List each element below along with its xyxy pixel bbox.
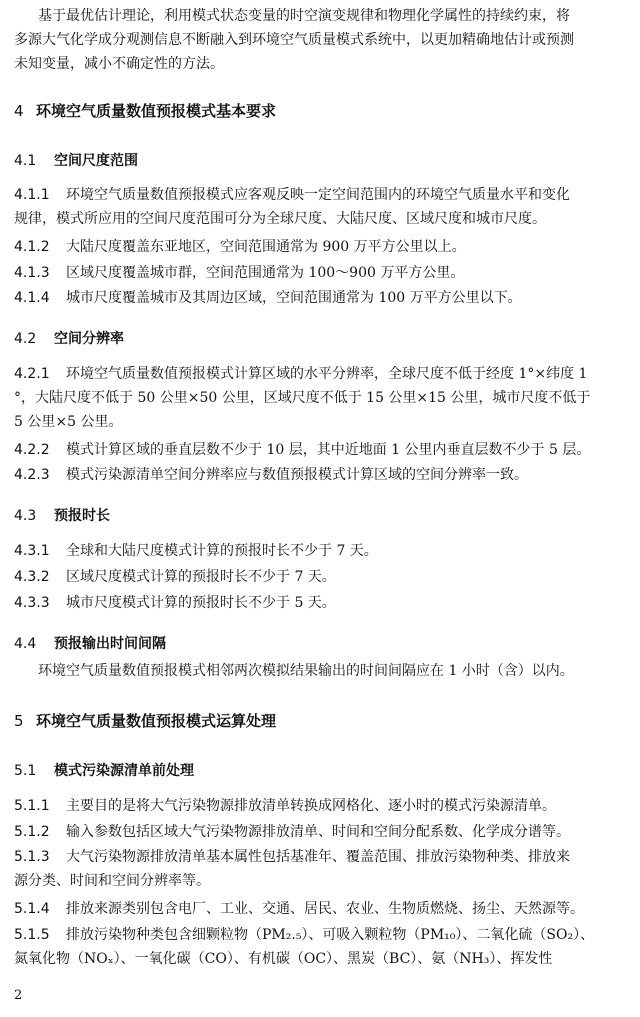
section-title: 空间尺度范围 — [54, 153, 138, 169]
clause-4-2-3 — [14, 463, 622, 487]
clause-4-1-1 — [14, 183, 622, 231]
clause-5-1-3 — [14, 845, 622, 893]
section-number: 5.1 — [14, 763, 37, 779]
clause-5-1-1 — [14, 794, 622, 818]
clause-4-3-1 — [14, 539, 622, 563]
clause-number: 5.1.3 — [14, 849, 50, 865]
section-4-1-heading — [14, 150, 138, 170]
clause-text: 模式计算区域的垂直层数不少于 10 层，其中近地面 1 公里内垂直层数不少于 5 层。 — [66, 442, 591, 458]
clause-text: 城市尺度覆盖城市及其周边区域，空间范围通常为 100 万平方公里以下。 — [66, 290, 522, 306]
clause-text: 主要目的是将大气污染物源排放清单转换成网格化、逐小时的模式污染源清单。 — [66, 798, 556, 814]
clause-text: 区域尺度模式计算的预报时长不少于 7 天。 — [66, 569, 336, 585]
clause-4-1-4 — [14, 286, 622, 310]
section-number: 4.4 — [14, 636, 37, 652]
clause-number: 4.2.2 — [14, 442, 50, 458]
clause-text: 全球和大陆尺度模式计算的预报时长不少于 7 天。 — [66, 543, 378, 559]
clause-number: 4.1.2 — [14, 239, 50, 255]
clause-number: 4.2.3 — [14, 467, 50, 483]
section-5-1-heading — [14, 760, 194, 780]
clause-text: 排放污染物种类包含细颗粒物（PM₂.₅）、可吸入颗粒物（PM₁₀）、二氧化硫（SO₂）、 — [66, 927, 595, 943]
section-number: 4.2 — [14, 331, 37, 347]
clause-5-1-5 — [14, 923, 622, 971]
clause-text: 模式污染源清单空间分辨率应与数值预报模式计算区域的空间分辨率一致。 — [66, 467, 528, 483]
clause-4-1-2 — [14, 235, 622, 259]
clause-4-2-2 — [14, 438, 622, 462]
clause-4-1-3 — [14, 261, 622, 285]
clause-4-3-3 — [14, 591, 622, 615]
section-number: 4 — [14, 102, 24, 120]
section-title: 预报时长 — [54, 508, 110, 524]
paragraph-4-4 — [14, 659, 622, 683]
intro-line: 未知变量，减小不确定性的方法。 — [14, 56, 224, 72]
section-4-4-heading — [14, 633, 166, 653]
clause-number: 4.3.3 — [14, 595, 50, 611]
section-number: 5 — [14, 712, 24, 730]
clause-number: 4.2.1 — [14, 366, 50, 382]
intro-line: 多源大气化学成分观测信息不断融入到环境空气质量模式系统中，以更加精确地估计或预测 — [14, 32, 574, 48]
section-4-heading — [14, 100, 276, 121]
clause-text-cont: 规律，模式所应用的空间尺度范围可分为全球尺度、大陆尺度、区域尺度和城市尺度。 — [14, 211, 546, 227]
clause-text-cont: 氮氧化物（NOₓ）、一氧化碳（CO）、有机碳（OC）、黑炭（BC）、氨（NH₃）、挥发性 — [14, 951, 553, 967]
clause-text: 城市尺度模式计算的预报时长不少于 5 天。 — [66, 595, 336, 611]
section-number: 4.1 — [14, 153, 37, 169]
clause-5-1-2 — [14, 820, 622, 844]
paragraph-text: 环境空气质量数值预报模式相邻两次模拟结果输出的时间间隔应在 1 小时（含）以内。 — [38, 663, 574, 679]
clause-number: 5.1.4 — [14, 901, 50, 917]
clause-number: 5.1.5 — [14, 927, 50, 943]
clause-number: 4.1.1 — [14, 187, 50, 203]
section-4-2-heading — [14, 328, 124, 348]
clause-text-cont: 5 公里×5 公里。 — [14, 414, 123, 430]
section-5-heading — [14, 710, 276, 731]
clause-text: 大气污染物源排放清单基本属性包括基准年、覆盖范围、排放污染物种类、排放来 — [66, 849, 570, 865]
clause-4-2-1 — [14, 362, 622, 434]
clause-text: 环境空气质量数值预报模式应客观反映一定空间范围内的环境空气质量水平和变化 — [66, 187, 570, 203]
clause-number: 5.1.1 — [14, 798, 50, 814]
intro-paragraph — [14, 4, 622, 76]
clause-number: 5.1.2 — [14, 824, 50, 840]
section-title: 环境空气质量数值预报模式基本要求 — [36, 102, 277, 120]
section-number: 4.3 — [14, 508, 37, 524]
page-number: 2 — [14, 988, 23, 1003]
clause-text: 区域尺度覆盖城市群，空间范围通常为 100～900 万平方公里。 — [66, 265, 465, 281]
clause-number: 4.3.2 — [14, 569, 50, 585]
clause-text: 大陆尺度覆盖东亚地区，空间范围通常为 900 万平方公里以上。 — [66, 239, 466, 255]
clause-number: 4.1.4 — [14, 290, 50, 306]
section-title: 模式污染源清单前处理 — [54, 763, 194, 779]
clause-text: 输入参数包括区域大气污染物源排放清单、时间和空间分配系数、化学成分谱等。 — [66, 824, 570, 840]
section-title: 环境空气质量数值预报模式运算处理 — [36, 712, 277, 730]
section-4-3-heading — [14, 505, 110, 525]
intro-line: 基于最优估计理论，利用模式状态变量的时空演变规律和物理化学属性的持续约束，将 — [38, 8, 570, 24]
clause-text-cont: 源分类、时间和空间分辨率等。 — [14, 873, 210, 889]
clause-number: 4.3.1 — [14, 543, 50, 559]
clause-number: 4.1.3 — [14, 265, 50, 281]
clause-text: 环境空气质量数值预报模式计算区域的水平分辨率，全球尺度不低于经度 1°×纬度 1 — [66, 366, 588, 382]
clause-4-3-2 — [14, 565, 622, 589]
clause-text-cont: °，大陆尺度不低于 50 公里×50 公里，区域尺度不低于 15 公里×15 公里，城市尺度不低于 — [14, 390, 591, 406]
clause-text: 排放来源类别包含电厂、工业、交通、居民、农业、生物质燃烧、扬尘、天然源等。 — [66, 901, 584, 917]
clause-5-1-4 — [14, 897, 622, 921]
section-title: 空间分辨率 — [54, 331, 124, 347]
section-title: 预报输出时间间隔 — [54, 636, 166, 652]
